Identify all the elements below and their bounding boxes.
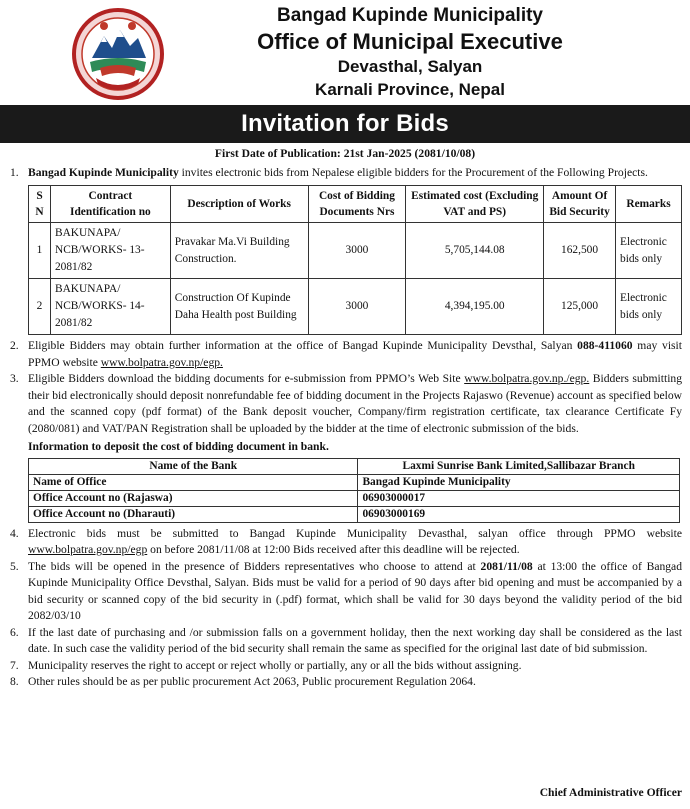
table-header-cell: Description of Works — [170, 186, 308, 223]
table-cell: Office Account no (Dharauti) — [29, 506, 358, 522]
table-cell: Bangad Kupinde Municipality — [358, 474, 680, 490]
notice-title-banner: Invitation for Bids — [0, 105, 690, 143]
clause-text: Eligible Bidders may obtain further information at the office of Bangad Kupinde Municipality Devsthal, Salyan — [28, 339, 578, 352]
clause-2 — [8, 338, 682, 371]
table-cell: 125,000 — [544, 279, 616, 335]
table-cell: 06903000017 — [358, 490, 680, 506]
table-cell: 06903000169 — [358, 506, 680, 522]
letterhead — [0, 0, 690, 104]
signatory-title: Chief Administrative Officer — [539, 786, 682, 799]
table-cell: BAKUNAPA/ NCB/WORKS- 14-2081/82 — [50, 279, 170, 335]
clause-text: Bidders submitting their bid electronically should deposit nonrefundable fee of bidding document in the Projects Rajaswo (Revenue) account as specified below and the scanned copy (pdf format) of the Bank deposit voucher, Company/firm registration certificate, tax clearance Certificate Fy (2080/081) and VAT/PAN Registration shall be uploaded by the bidder at the time of electronic submission of the bids. — [28, 372, 683, 435]
bids-table — [28, 185, 682, 335]
table-row — [29, 279, 682, 335]
clause-7 — [8, 658, 682, 675]
table-cell: Electronic bids only — [616, 223, 682, 279]
nepal-government-emblem-icon — [70, 6, 166, 102]
table-row — [29, 490, 680, 506]
province-country: Karnali Province, Nepal — [315, 80, 505, 99]
clause-text: at 13:00 the office of Bangad Kupinde Municipality Office Devsthal, Salyan. Bids must be valid for a period of 90 days after bid opening and must be accompanied by a bid security or scanned copy of the bid security in (.pdf) format, which shall be valid for 30 days beyond the validity period of the bid 2082/03/10 — [28, 559, 682, 622]
notice-body — [8, 146, 682, 691]
table-cell: 5,705,144.08 — [406, 223, 544, 279]
clause-text: may visit PPMO website — [28, 339, 682, 369]
table-cell: 4,394,195.00 — [406, 279, 544, 335]
clause-3 — [8, 371, 682, 437]
publication-date: First Date of Publication: 21st Jan-2025 (2081/10/08) — [214, 147, 476, 160]
table-header-cell: Estimated cost (Excluding VAT and PS) — [406, 186, 544, 223]
clause-text: on before 2081/11/08 at 12:00 Bids received after this deadline will be rejected. — [147, 543, 520, 556]
ppmo-website-link[interactable]: www.bolpatra.gov.np./egp. — [464, 372, 590, 385]
clause-number: 4. — [10, 526, 19, 540]
table-cell: 1 — [29, 223, 51, 279]
table-row — [29, 506, 680, 522]
clause-number: 2. — [10, 339, 19, 352]
clause-text: Other rules should be as per public procurement Act 2063, Public procurement Regulation 2064. — [28, 675, 476, 688]
bank-info-table — [28, 458, 680, 523]
bid-opening-date: 2081/11/08 — [480, 559, 533, 573]
table-cell: Electronic bids only — [616, 279, 682, 335]
table-header-cell: Contract Identification no — [50, 186, 170, 223]
clause-text: Electronic bids must be submitted to Bangad Kupinde Municipality Devasthal, salyan office through PPMO website — [28, 526, 682, 540]
table-cell: 3000 — [308, 279, 406, 335]
clause-6 — [8, 625, 682, 658]
clause-text: Eligible Bidders download the bidding documents for e-submission from PPMO’s Web Site — [28, 372, 465, 385]
clause-8 — [8, 674, 682, 691]
table-row — [29, 223, 682, 279]
office-name: Office of Municipal Executive — [257, 29, 563, 54]
clause-5 — [8, 559, 682, 625]
clause-bold-text: Bangad Kupinde Municipality — [28, 165, 179, 179]
office-location: Devasthal, Salyan — [337, 57, 483, 76]
clause-text: Municipality reserves the right to accept or reject wholly or partially, any or all the bids without assigning. — [28, 658, 522, 672]
municipality-name: Bangad Kupinde Municipality — [276, 5, 543, 26]
clause-number: 7. — [10, 658, 19, 672]
clause-1 — [8, 165, 682, 182]
clause-text: invites electronic bids from Nepalese eligible bidders for the Procurement of the Following Projects. — [178, 165, 648, 179]
clause-number: 6. — [10, 625, 19, 639]
clause-number: 5. — [10, 559, 19, 573]
table-cell: 2 — [29, 279, 51, 335]
table-cell: Construction Of Kupinde Daha Health post Building — [170, 279, 308, 335]
clause-text: The bids will be opened in the presence of Bidders representatives who choose to attend at — [28, 559, 481, 573]
table-header-row — [29, 458, 680, 474]
ppmo-website-link[interactable]: www.bolpatra.gov.np/egp. — [100, 355, 223, 369]
bank-info-title: Information to deposit the cost of bidding document in bank. — [28, 440, 329, 453]
clause-4 — [8, 526, 682, 559]
table-cell: Name of Office — [29, 474, 358, 490]
table-header-row — [29, 186, 682, 223]
phone-number: 088-411060 — [577, 339, 633, 352]
table-header-cell: Laxmi Sunrise Bank Limited,Sallibazar Branch — [358, 458, 680, 474]
table-cell: BAKUNAPA/ NCB/WORKS- 13-2081/82 — [50, 223, 170, 279]
table-header-cell: Amount Of Bid Security — [544, 186, 616, 223]
table-header-cell: S N — [29, 186, 51, 223]
table-cell: Pravakar Ma.Vi Building Construction. — [170, 223, 308, 279]
clause-number: 3. — [10, 372, 19, 385]
table-row — [29, 474, 680, 490]
ppmo-website-link[interactable]: www.bolpatra.gov.np/egp — [28, 543, 148, 556]
table-header-cell: Name of the Bank — [29, 458, 358, 474]
clause-number: 8. — [10, 675, 19, 688]
clause-number: 1. — [10, 165, 19, 179]
clause-text: If the last date of purchasing and /or submission falls on a government holiday, then the next working day shall be considered as the last date. In such case the validity period of the bid security shall remain the same as specified for the original last date of bid submission. — [28, 625, 682, 655]
table-cell: 162,500 — [544, 223, 616, 279]
table-cell: Office Account no (Rajaswa) — [29, 490, 358, 506]
table-header-cell: Cost of Bidding Documents Nrs — [308, 186, 406, 223]
table-header-cell: Remarks — [616, 186, 682, 223]
table-cell: 3000 — [308, 223, 406, 279]
